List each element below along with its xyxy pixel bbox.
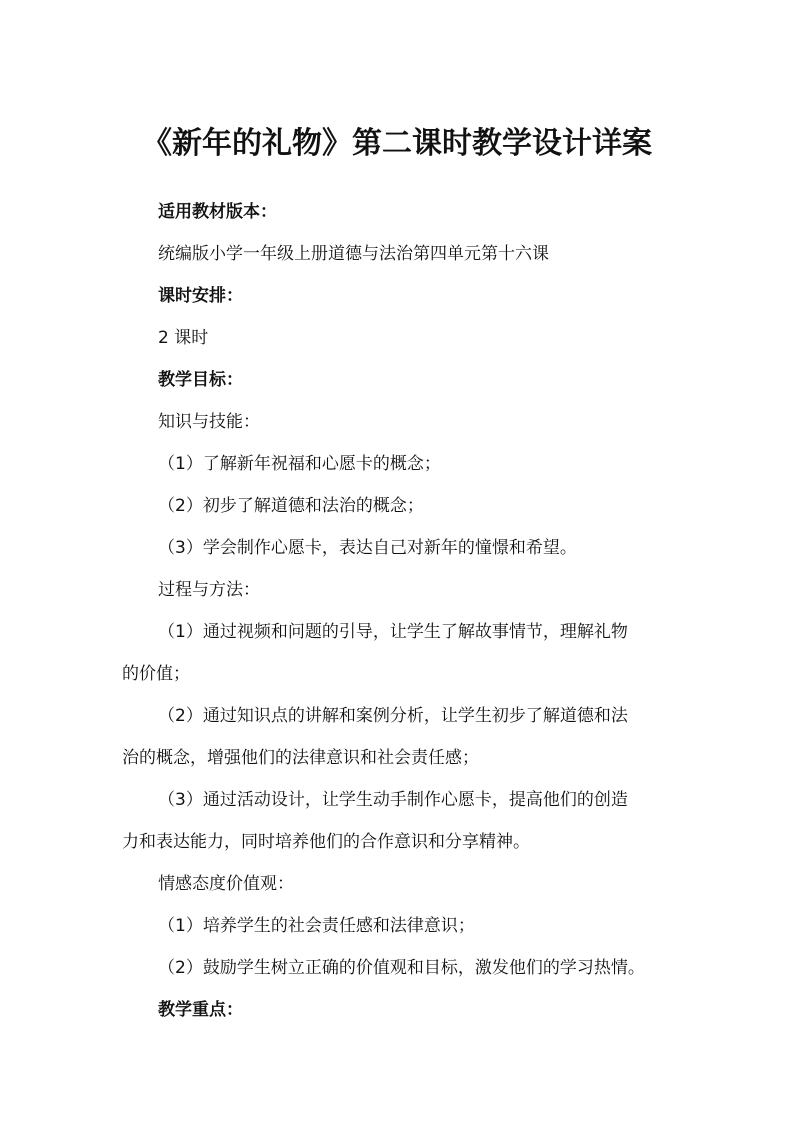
textbook-version-label: 适用教材版本： bbox=[158, 202, 277, 222]
process-item-line: 治的概念，增强他们的法律意识和社会责任感； bbox=[122, 748, 479, 768]
schedule-text: 2 课时 bbox=[158, 328, 209, 348]
document-title: 《新年的礼物》第二课时教学设计详案 bbox=[142, 126, 652, 161]
process-item-line: （2）通过知识点的讲解和案例分析，让学生初步了解道德和法 bbox=[158, 706, 628, 726]
key-points-label: 教学重点： bbox=[158, 1000, 243, 1020]
knowledge-heading: 知识与技能： bbox=[158, 412, 260, 432]
process-item-line: （3）通过活动设计，让学生动手制作心愿卡，提高他们的创造 bbox=[158, 790, 628, 810]
schedule-label: 课时安排： bbox=[158, 286, 243, 306]
emotion-heading: 情感态度价值观： bbox=[158, 874, 294, 894]
emotion-item: （1）培养学生的社会责任感和法律意识； bbox=[158, 916, 475, 936]
objectives-label: 教学目标： bbox=[158, 370, 243, 390]
knowledge-item: （2）初步了解道德和法治的概念； bbox=[158, 496, 424, 516]
emotion-item: （2）鼓励学生树立正确的价值观和目标，激发他们的学习热情。 bbox=[158, 958, 645, 978]
knowledge-item: （1）了解新年祝福和心愿卡的概念； bbox=[158, 454, 441, 474]
textbook-version-text: 统编版小学一年级上册道德与法治第四单元第十六课 bbox=[158, 244, 549, 264]
process-item-line: 的价值； bbox=[122, 664, 190, 684]
process-item-line: 力和表达能力，同时培养他们的合作意识和分享精神。 bbox=[122, 832, 530, 852]
process-heading: 过程与方法： bbox=[158, 580, 260, 600]
knowledge-item: （3）学会制作心愿卡，表达自己对新年的憧憬和希望。 bbox=[158, 538, 577, 558]
process-item-line: （1）通过视频和问题的引导，让学生了解故事情节，理解礼物 bbox=[158, 622, 628, 642]
